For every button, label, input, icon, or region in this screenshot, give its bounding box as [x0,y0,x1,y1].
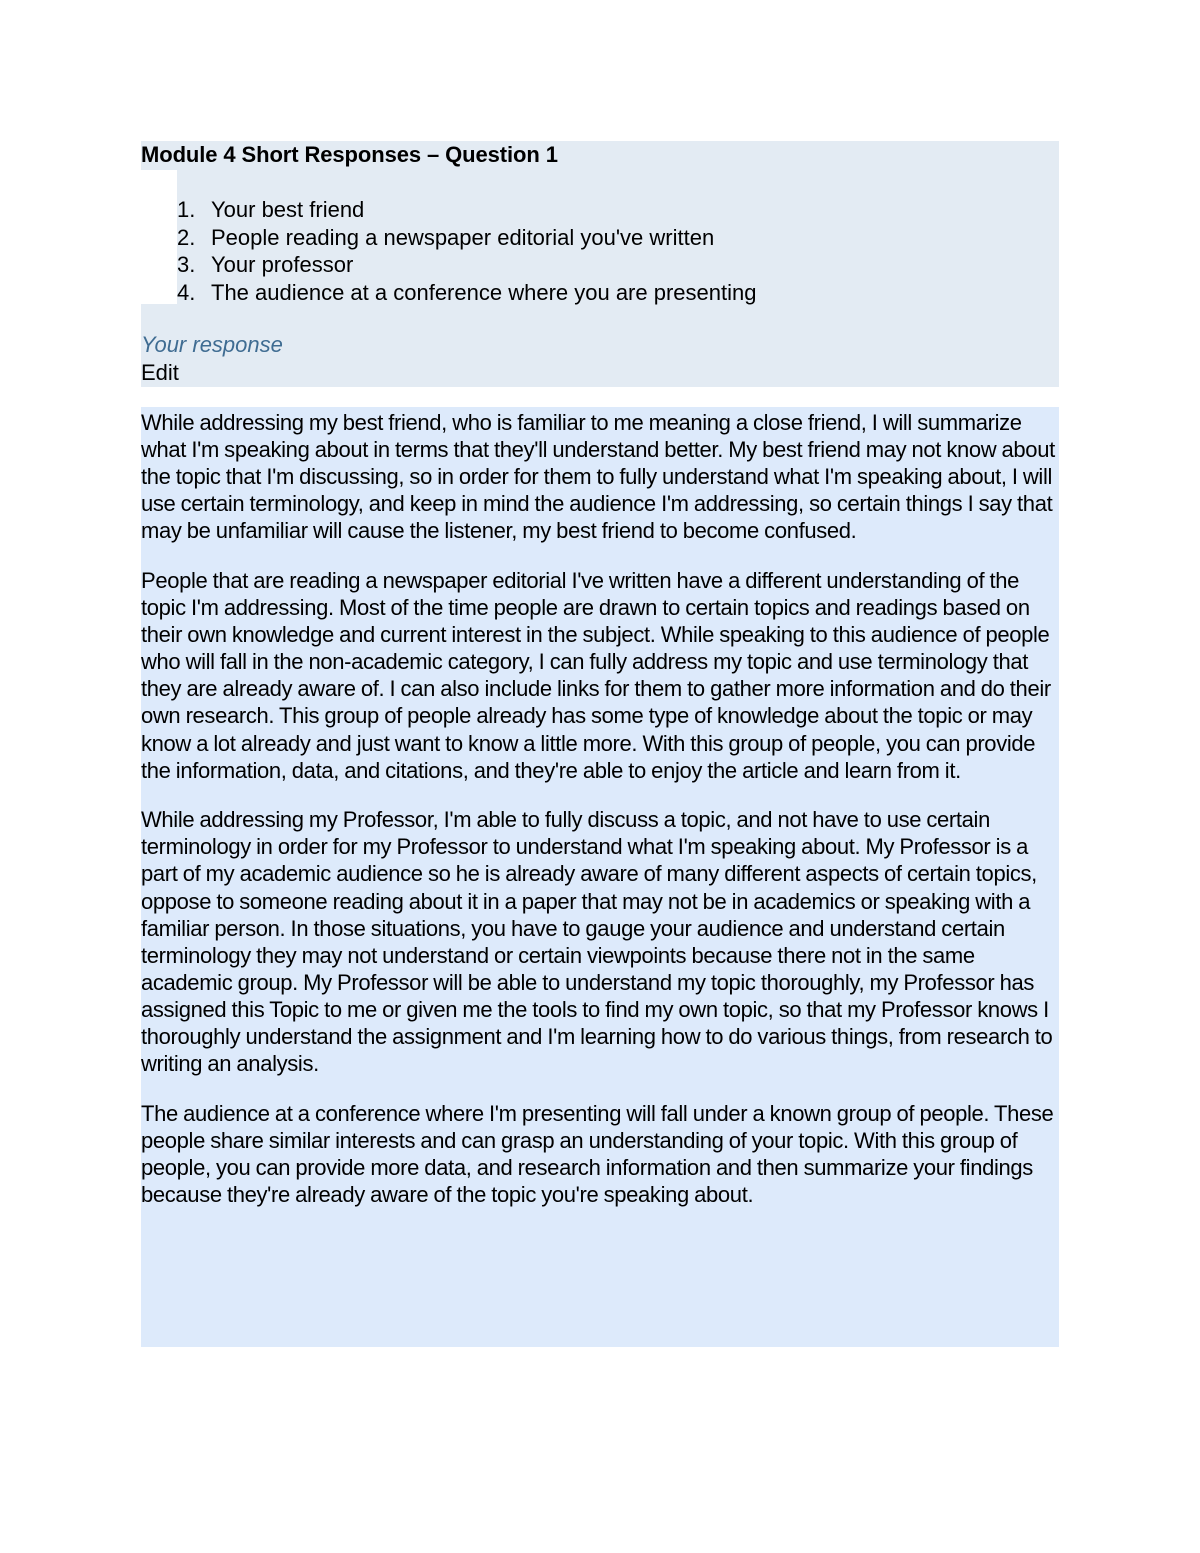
list-item-number: 3. [177,252,196,277]
response-paragraph-conference: The audience at a conference where I'm presenting will fall under a known group of people. These people share similar interests and can grasp an understanding of your topic. With this group of people, you can provide more data, and research information and then summarize your findings because they're already aware of the topic you're speaking about. [141,1100,1054,1207]
response-body [141,409,1059,1231]
response-paragraph-best-friend: While addressing my best friend, who is familiar to me meaning a close friend, I will summarize what I'm speaking about in terms that they'll understand better. My best friend may not know about the topic that I'm discussing, so in order for them to fully understand what I'm speaking about, I will use certain terminology, and keep in mind the audience I'm addressing, so certain things I say that may be unfamiliar will cause the listener, my best friend to become confused. [141,410,1055,544]
list-item-text: The audience at a conference where you are presenting [211,279,757,305]
response-paragraph-professor: While addressing my Professor, I'm able to fully discuss a topic, and not have to use certain terminology in order for my Professor to understand what I'm speaking about. My Professor is a part of my academic audience so he is already aware of many different aspects of certain topics, oppose to someone reading about it in a paper that may not be in academics or speaking with a familiar person. In those situations, you have to gauge your audience and understand certain terminology they may not understand or certain viewpoints because there not in the same academic group. My Professor will be able to understand my topic thoroughly, my Professor has assigned this Topic to me or given me the tools to find my own topic, so that my Professor knows I thoroughly understand the assignment and I'm learning how to do various things, from research to writing an analysis. [141,807,1053,1077]
question-heading: Module 4 Short Responses – Question 1 [141,142,558,167]
response-label: Your response [141,332,283,357]
response-paragraph-editorial: People that are reading a newspaper editorial I've written have a different understanding of the topic I'm addressing. Most of the time people are drawn to certain topics and readings based on their own knowledge and current interest in the subject. While speaking to this audience of people who will fall in the non-academic category, I can fully address my topic and use terminology that they are already aware of. I can also include links for them to gather more information and do their own research. This group of people already has some type of knowledge about the topic or may know a lot already and just want to know a little more. With this group of people, you can provide the information, data, and citations, and they're able to enjoy the article and learn from it. [141,567,1051,783]
list-item [141,251,756,279]
list-item-number: 4. [177,279,196,305]
edit-link[interactable]: Edit [141,360,179,385]
list-item-text: Your best friend [211,197,365,222]
list-item-text: People reading a newspaper editorial you've written [211,224,715,250]
list-item [141,279,756,307]
audience-list [141,196,756,306]
list-item [141,224,756,252]
list-item-text: Your professor [211,252,354,277]
list-item-number: 1. [177,197,196,222]
list-item [141,196,756,224]
list-item-number: 2. [177,224,196,250]
